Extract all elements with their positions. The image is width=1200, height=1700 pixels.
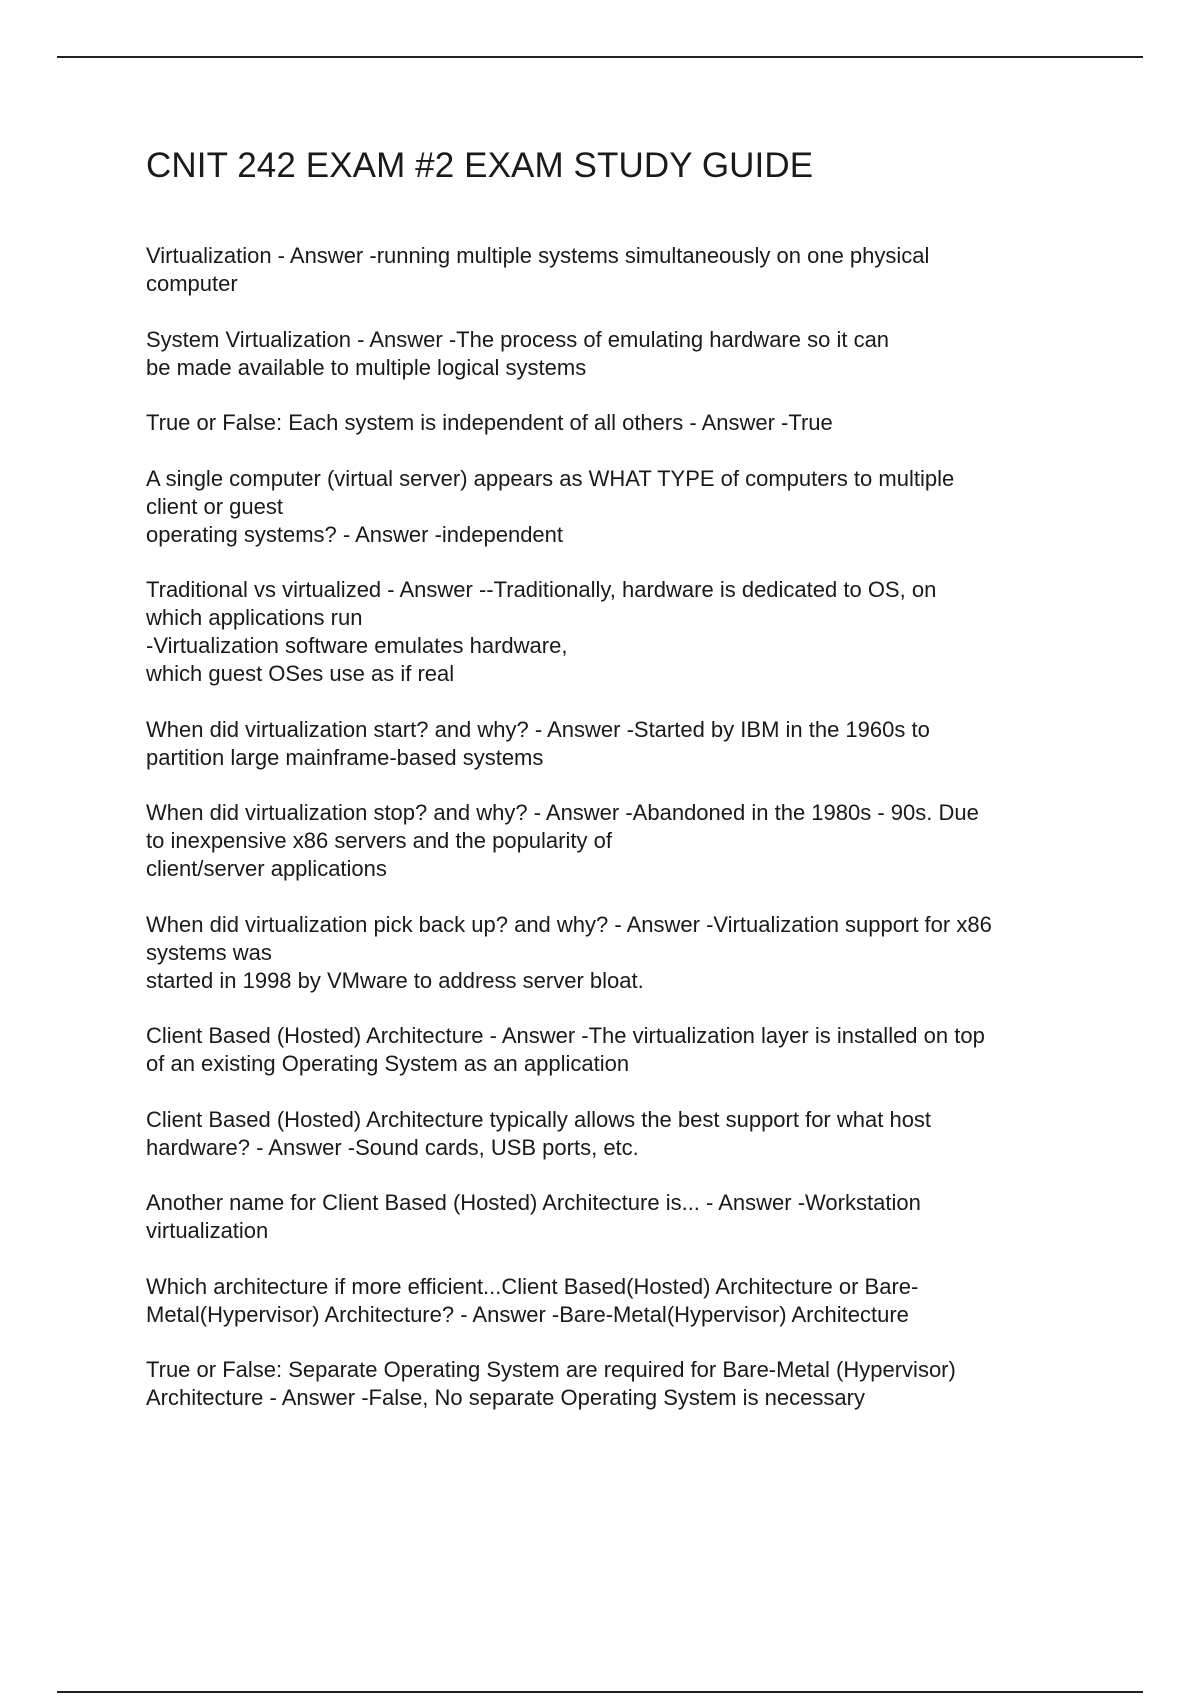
qa-line: operating systems? - Answer -independent bbox=[146, 521, 564, 547]
qa-item bbox=[146, 1273, 1106, 1329]
qa-line: True or False: Separate Operating System are required for Bare-Metal (Hypervisor) bbox=[146, 1357, 956, 1382]
qa-item bbox=[146, 1022, 1106, 1078]
qa-line: Client Based (Hosted) Architecture typically allows the best support for what host bbox=[146, 1106, 932, 1132]
qa-line: client or guest bbox=[146, 493, 283, 519]
qa-item bbox=[146, 1356, 1106, 1412]
qa-item bbox=[146, 799, 1106, 883]
qa-line: Another name for Client Based (Hosted) Architecture is... - Answer -Workstation bbox=[146, 1190, 921, 1215]
qa-item bbox=[146, 242, 1106, 298]
qa-line: When did virtualization start? and why? - Answer -Started by IBM in the 1960s to bbox=[146, 716, 930, 742]
qa-line: Metal(Hypervisor) Architecture? - Answer -Bare-Metal(Hypervisor) Architecture bbox=[146, 1301, 909, 1327]
qa-line: hardware? - Answer -Sound cards, USB ports, etc. bbox=[146, 1134, 639, 1160]
qa-list bbox=[146, 242, 1106, 1440]
qa-line: Architecture - Answer -False, No separate Operating System is necessary bbox=[146, 1385, 865, 1410]
page-title: CNIT 242 EXAM #2 EXAM STUDY GUIDE bbox=[146, 146, 814, 185]
qa-line: Traditional vs virtualized - Answer --Traditionally, hardware is dedicated to OS, on bbox=[146, 577, 937, 602]
qa-item bbox=[146, 326, 1106, 382]
qa-line: virtualization bbox=[146, 1218, 269, 1243]
qa-item bbox=[146, 716, 1106, 772]
qa-item bbox=[146, 576, 1106, 688]
qa-line: True or False: Each system is independent of all others - Answer -True bbox=[146, 410, 833, 435]
qa-item bbox=[146, 409, 1106, 437]
bottom-divider bbox=[57, 1691, 1143, 1693]
qa-line: systems was bbox=[146, 939, 272, 965]
qa-item bbox=[146, 1106, 1106, 1162]
qa-line: System Virtualization - Answer -The process of emulating hardware so it can bbox=[146, 326, 890, 352]
qa-line: of an existing Operating System as an application bbox=[146, 1051, 630, 1076]
qa-line: When did virtualization stop? and why? - Answer -Abandoned in the 1980s - 90s. Due bbox=[146, 800, 979, 825]
qa-line: computer bbox=[146, 271, 238, 296]
qa-line: which applications run bbox=[146, 605, 363, 630]
qa-line: Client Based (Hosted) Architecture - Answer -The virtualization layer is installed on top bbox=[146, 1023, 985, 1048]
qa-line: client/server applications bbox=[146, 856, 387, 881]
qa-item bbox=[146, 1189, 1106, 1245]
qa-line: be made available to multiple logical systems bbox=[146, 354, 587, 380]
qa-item bbox=[146, 911, 1106, 995]
qa-line: which guest OSes use as if real bbox=[146, 661, 455, 686]
qa-line: to inexpensive x86 servers and the popularity of bbox=[146, 828, 612, 853]
qa-line: partition large mainframe-based systems bbox=[146, 744, 544, 770]
qa-line: -Virtualization software emulates hardware, bbox=[146, 633, 568, 658]
qa-item bbox=[146, 465, 1106, 549]
top-divider bbox=[57, 56, 1143, 58]
qa-line: A single computer (virtual server) appears as WHAT TYPE of computers to multiple bbox=[146, 465, 955, 491]
qa-line: Virtualization - Answer -running multiple systems simultaneously on one physical bbox=[146, 243, 930, 268]
qa-line: Which architecture if more efficient...Client Based(Hosted) Architecture or Bare- bbox=[146, 1273, 919, 1299]
qa-line: When did virtualization pick back up? and why? - Answer -Virtualization support for x86 bbox=[146, 911, 992, 937]
qa-line: started in 1998 by VMware to address server bloat. bbox=[146, 967, 644, 993]
